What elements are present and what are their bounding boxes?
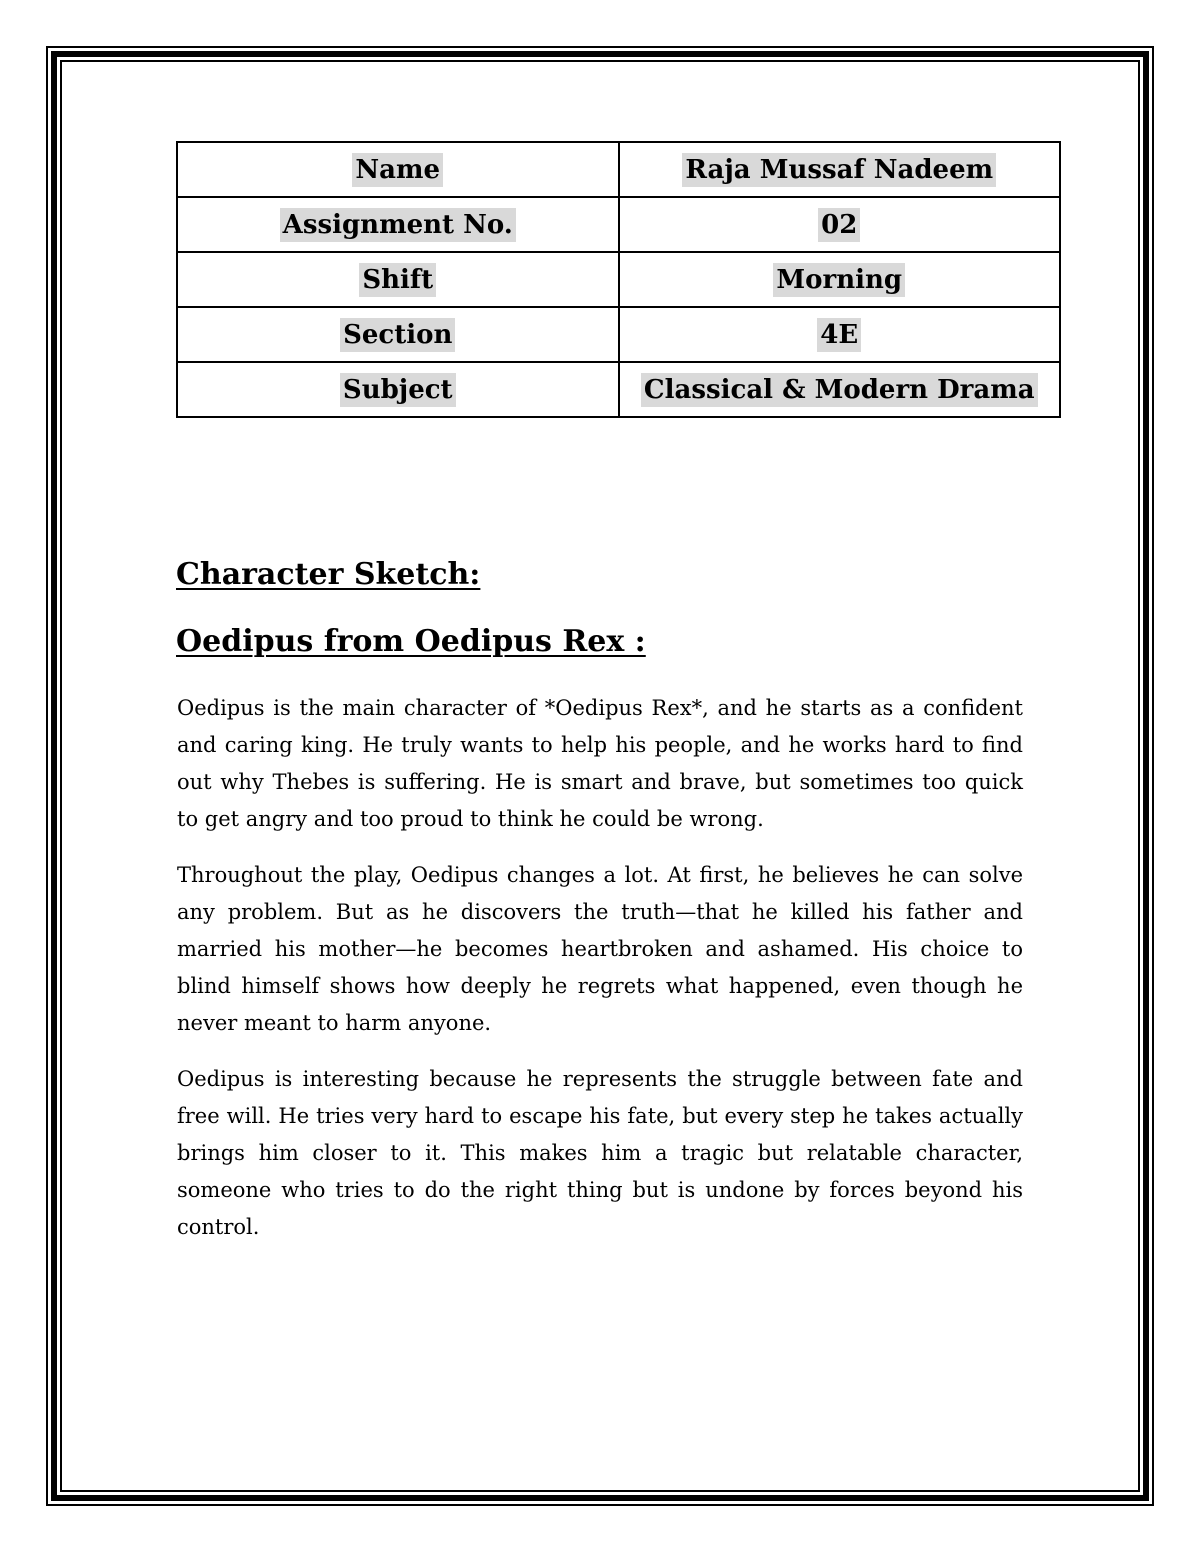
section-label: Section [340,318,455,352]
subject-label-cell [177,362,619,417]
shift-label: Shift [359,263,436,297]
essay-body [177,690,1023,1265]
section-value: 4E [817,318,861,352]
assignment-label-cell [177,197,619,252]
table-row [177,362,1060,417]
shift-value-cell [619,252,1061,307]
section-label-cell [177,307,619,362]
assignment-value: 02 [818,208,860,242]
name-label-cell [177,142,619,197]
section-value-cell [619,307,1061,362]
table-row [177,252,1060,307]
paragraph-2: Throughout the play, Oedipus changes a lot. At first, he believes he can solve any problem. But as he discovers the truth—that he killed his father and married his mother—he becomes heartbroken and ashamed. His choice to blind himself shows how deeply he regrets what happened, even though he never meant to harm anyone. [177,863,1023,1035]
paragraph-3: Oedipus is interesting because he represents the struggle between fate and free will. He tries very hard to escape his fate, but every step he takes actually brings him closer to it. This makes him a tragic but relatable character, someone who tries to do the right thing but is undone by forces beyond his control. [177,1067,1023,1239]
assignment-value-cell [619,197,1061,252]
subject-label: Subject [340,373,456,407]
oedipus-subheading: Oedipus from Oedipus Rex : [176,624,646,659]
shift-value: Morning [773,263,905,297]
name-label: Name [352,153,443,187]
paragraph-1: Oedipus is the main character of *Oedipus Rex*, and he starts as a confident and caring king. He truly wants to help his people, and he works hard to find out why Thebes is suffering. He is smart and brave, but sometimes too quick to get angry and too proud to think he could be wrong. [177,696,1023,831]
table-row [177,197,1060,252]
name-value: Raja Mussaf Nadeem [682,153,996,187]
assignment-info-table [176,141,1061,418]
name-value-cell [619,142,1061,197]
table-row [177,142,1060,197]
shift-label-cell [177,252,619,307]
subject-value: Classical & Modern Drama [641,373,1038,407]
assignment-label: Assignment No. [280,208,516,242]
subject-value-cell [619,362,1061,417]
table-row [177,307,1060,362]
character-sketch-heading: Character Sketch: [176,557,481,592]
